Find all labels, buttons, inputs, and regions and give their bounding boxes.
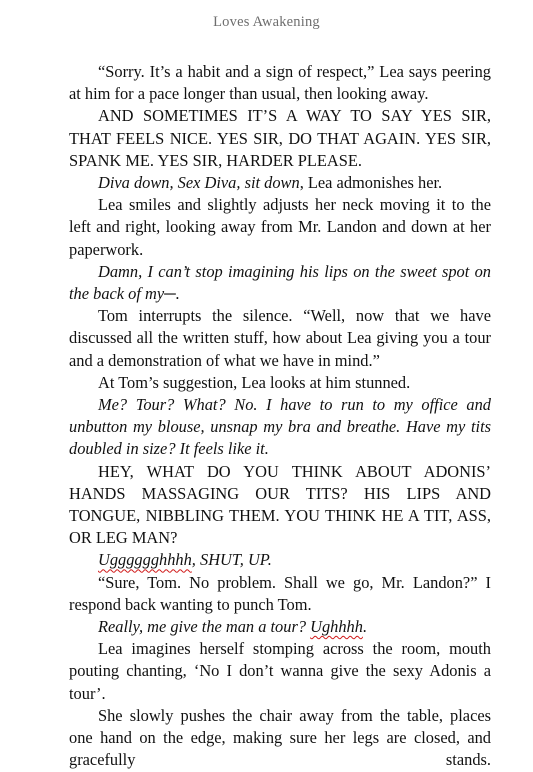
paragraph: Tom interrupts the silence. “Well, now that we have discussed all the written stuff, how about Lea giving you a tour and a demonstration of what we have in mind.” (69, 306, 491, 370)
italic-thought: Damn, I can’t stop imagining his lips on the sweet spot on the back of my─. (69, 261, 491, 304)
paragraph (69, 172, 491, 194)
page-body (69, 61, 491, 772)
paragraph-text: Really, me give the man a tour? (98, 617, 311, 637)
paragraph: She slowly pushes the chair away from the table, places one hand on the edge, making sure her legs are closed, and gracefully stands. (69, 705, 491, 770)
paragraph-text: . (362, 617, 368, 637)
paragraph-text: , SHUT, UP. (191, 550, 272, 570)
spellcheck-flagged-word[interactable]: Ughhhh (310, 617, 363, 637)
paragraph: AND SOMETIMES IT’S A WAY TO SAY YES SIR, THAT FEELS NICE. YES SIR, DO THAT AGAIN. YES SIR, SPANK ME. YES SIR, HARDER PLEASE. (69, 106, 491, 170)
paragraph: At Tom’s suggestion, Lea looks at him stunned. (98, 372, 411, 392)
paragraph: “Sorry. It’s a habit and a sign of respect,” Lea says peering at him for a pace longer than usual, then looking away. (69, 62, 491, 104)
spellcheck-flagged-word[interactable]: Ugggggghhhh (98, 550, 192, 570)
italic-thought: Diva down, Sex Diva, sit down (98, 173, 300, 193)
italic-thought (69, 549, 491, 571)
paragraph: “Sure, Tom. No problem. Shall we go, Mr. Landon?” I respond back wanting to punch Tom. (69, 572, 491, 614)
running-header: Loves Awakening (213, 14, 320, 30)
paragraph: HEY, WHAT DO YOU THINK ABOUT ADONIS’ HANDS MASSAGING OUR TITS? HIS LIPS AND TONGUE, NIBBLING THEM. YOU THINK HE A TIT, ASS, OR LEG MAN? (69, 461, 491, 548)
italic-thought: Me? Tour? What? No. I have to run to my office and unbutton my blouse, unsnap my bra and breathe. Have my tits doubled in size? It feels like it. (69, 395, 491, 459)
paragraph: Lea smiles and slightly adjusts her neck moving it to the left and right, looking away from Mr. Landon and down at her paperwork. (69, 195, 491, 259)
paragraph-text: , Lea admonishes her. (299, 173, 443, 193)
italic-thought (69, 616, 491, 638)
paragraph: Lea imagines herself stomping across the room, mouth pouting chanting, ‘No I don’t wanna give the sexy Adonis a tour’. (69, 639, 491, 703)
